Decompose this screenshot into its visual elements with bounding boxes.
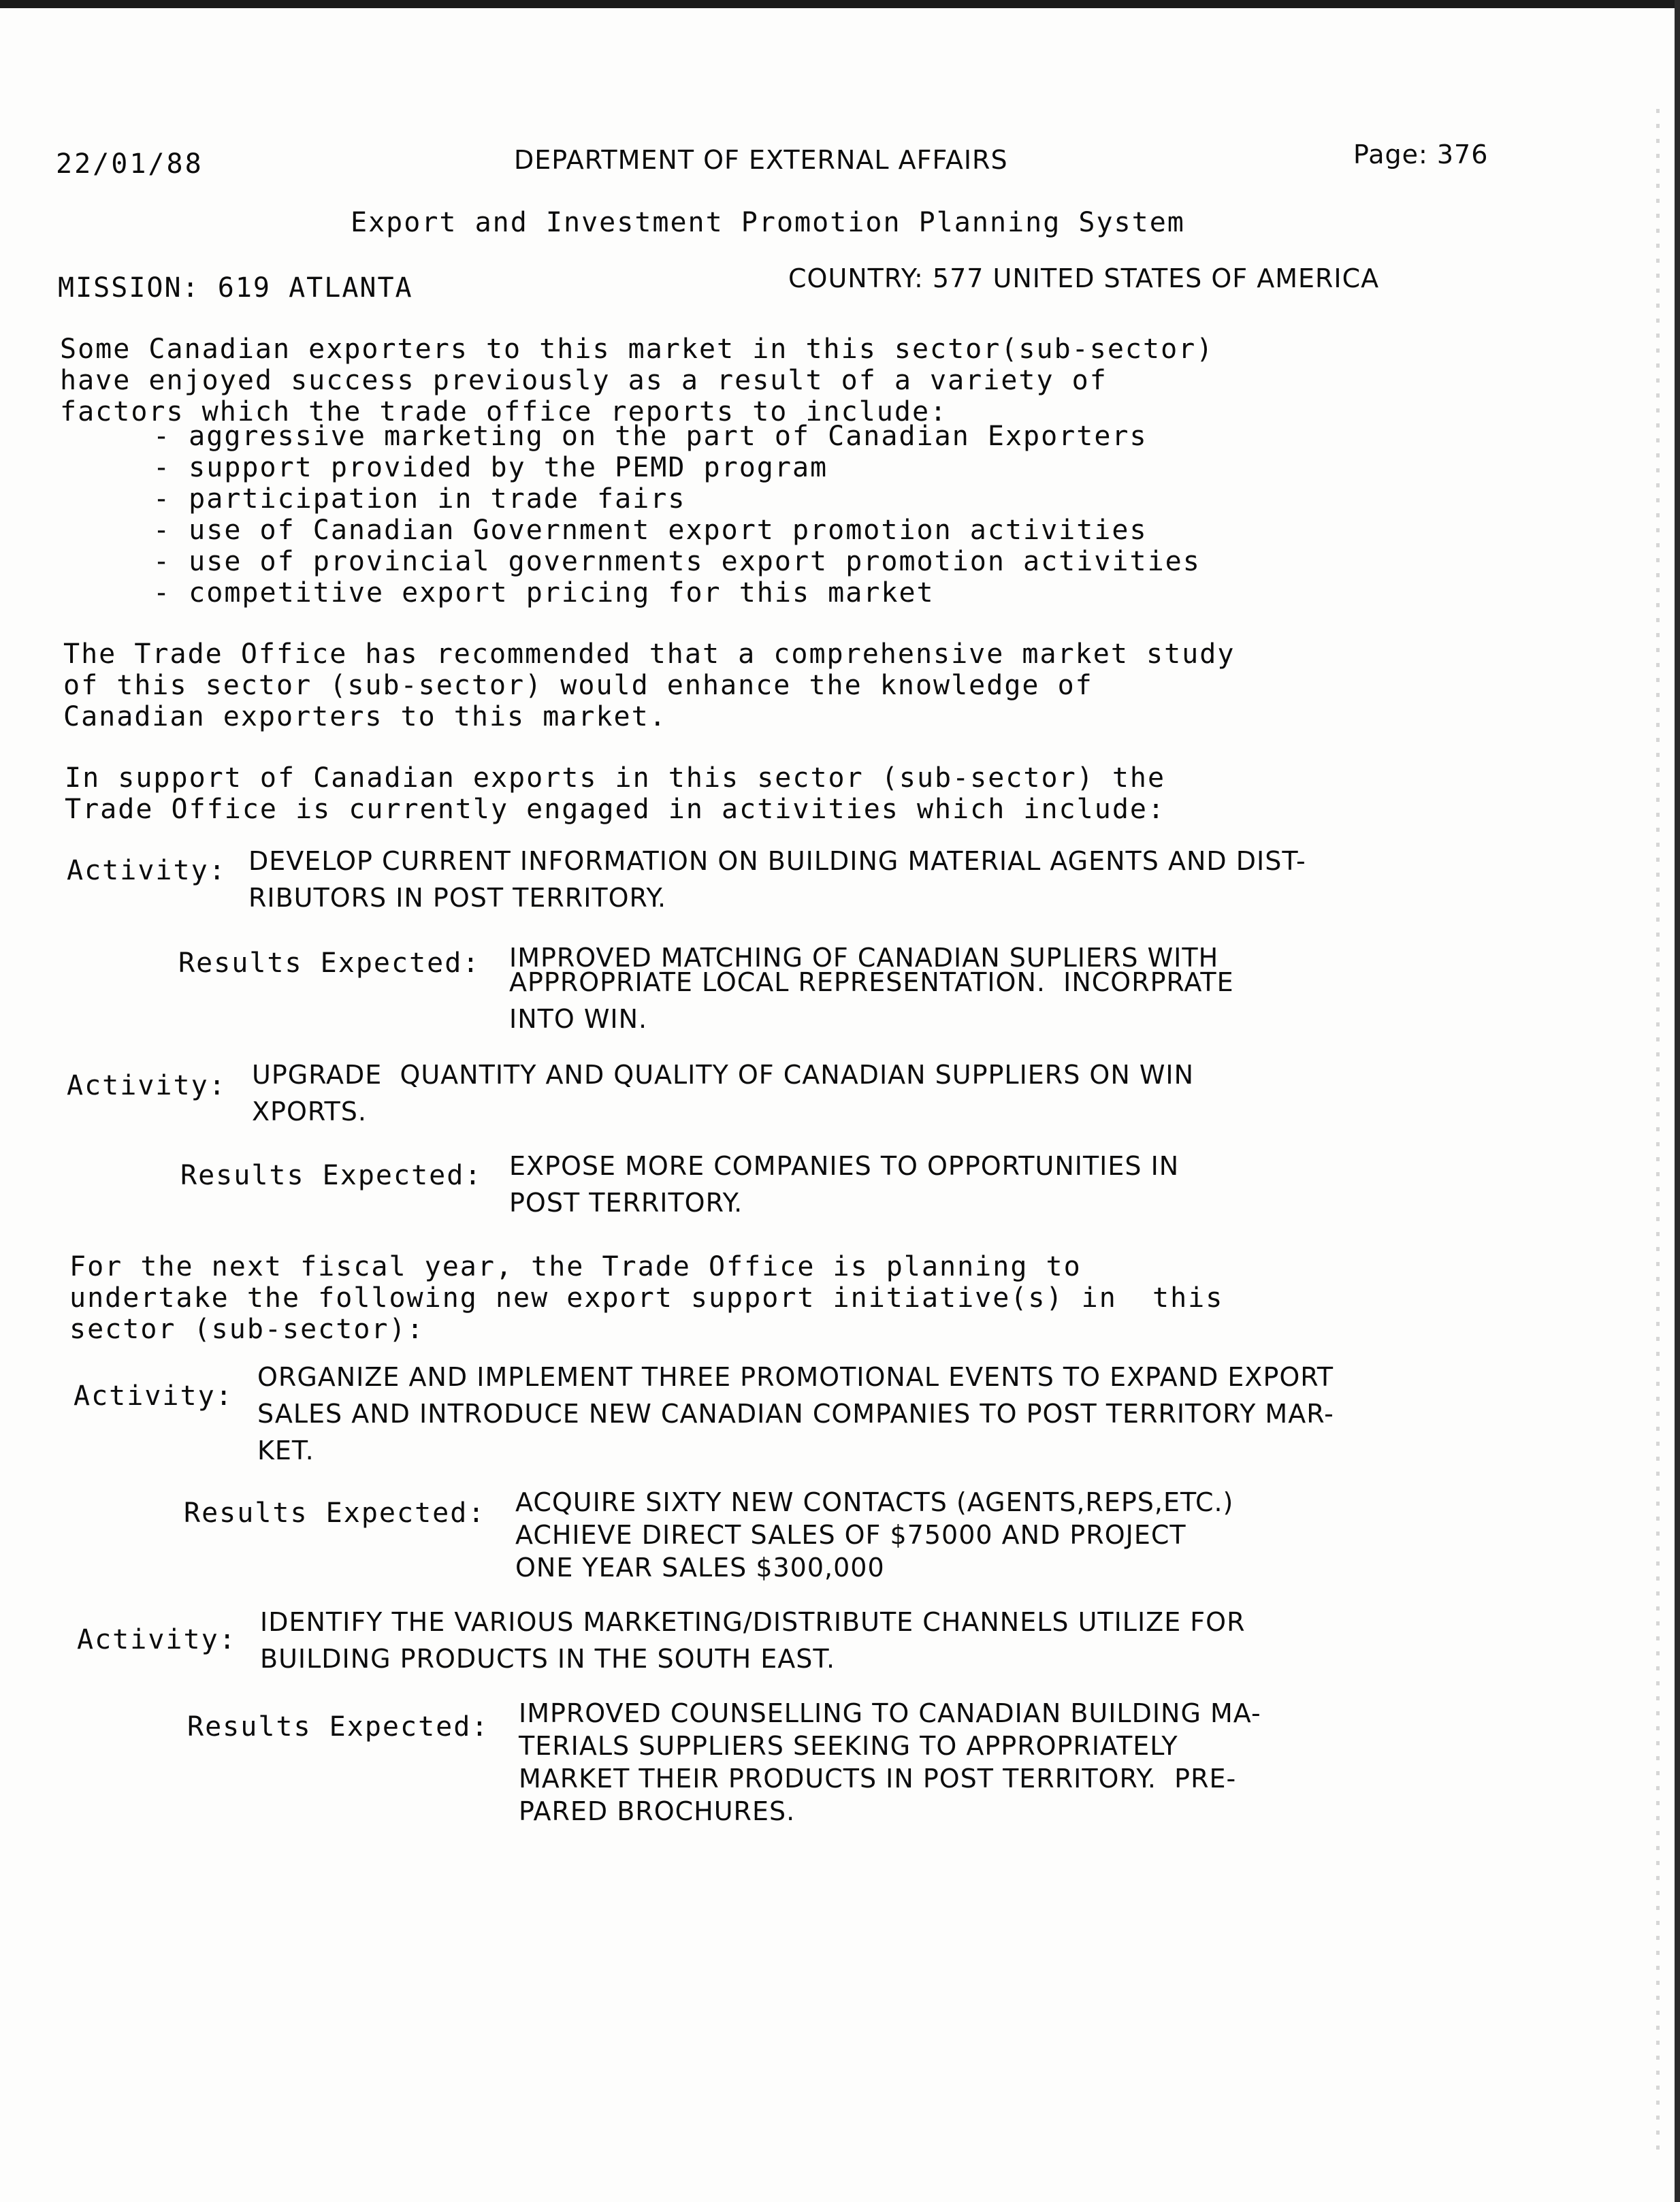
results-text: EXPOSE MORE COMPANIES TO OPPORTUNITIES IN [509,1151,1180,1181]
intro-line: have enjoyed success previously as a result of a variety of [60,365,1108,396]
success-factor-item: - use of Canadian Government export promotion activities [153,515,1148,546]
results-text: TERIALS SUPPLIERS SEEKING TO APPROPRIATELY [519,1731,1178,1761]
success-factor-item: - aggressive marketing on the part of Canadian Exporters [153,421,1148,452]
current-intro-line: Trade Office is currently engaged in activities which include: [65,794,1166,825]
results-text: ACQUIRE SIXTY NEW CONTACTS (AGENTS,REPS,ETC.) [515,1487,1234,1517]
mission-label: MISSION: 619 ATLANTA [58,272,413,304]
results-text: MARKET THEIR PRODUCTS IN POST TERRITORY. PRE- [519,1764,1237,1794]
results-text: POST TERRITORY. [509,1188,743,1218]
results-label: Results Expected: [184,1497,486,1529]
results-text: ONE YEAR SALES $300,000 [515,1553,885,1583]
results-text: IMPROVED MATCHING OF CANADIAN SUPLIERS WITH [509,943,1219,973]
activity-label: Activity: [67,1070,227,1101]
department-title: DEPARTMENT OF EXTERNAL AFFAIRS [514,145,1008,175]
report-date: 22/01/88 [56,148,204,180]
results-text: PARED BROCHURES. [519,1796,796,1826]
results-label: Results Expected: [187,1711,489,1743]
scan-top-edge [0,0,1680,8]
activity-text: KET. [257,1436,314,1466]
results-label: Results Expected: [180,1160,483,1191]
intro-line: factors which the trade office reports to include: [60,396,948,427]
country-label: COUNTRY: 577 UNITED STATES OF AMERICA [788,263,1380,293]
recommendation-line: of this sector (sub-sector) would enhance the knowledge of [63,670,1093,701]
scan-artifact-strip [1656,109,1660,2151]
next-year-intro-line: sector (sub-sector): [69,1314,425,1345]
system-title: Export and Investment Promotion Planning System [351,207,1185,238]
scan-right-edge [1675,0,1680,2202]
success-factor-item: - competitive export pricing for this market [153,577,935,609]
success-factor-item: - use of provincial governments export promotion activities [153,546,1201,577]
activity-text: ORGANIZE AND IMPLEMENT THREE PROMOTIONAL EVENTS TO EXPAND EXPORT [257,1362,1334,1392]
activity-text: UPGRADE QUANTITY AND QUALITY OF CANADIAN SUPPLIERS ON WIN [252,1060,1195,1090]
activity-label: Activity: [77,1624,237,1655]
activity-label: Activity: [74,1380,233,1412]
recommendation-line: The Trade Office has recommended that a comprehensive market study [63,638,1235,670]
results-label: Results Expected: [178,948,481,979]
activity-text: BUILDING PRODUCTS IN THE SOUTH EAST. [260,1644,836,1674]
next-year-intro-line: For the next fiscal year, the Trade Office is planning to [69,1251,1082,1282]
success-factor-item: - participation in trade fairs [153,483,686,515]
results-text: INTO WIN. [509,1004,648,1034]
activity-label: Activity: [67,855,227,886]
page-number: Page: 376 [1353,140,1489,169]
activity-text: SALES AND INTRODUCE NEW CANADIAN COMPANIES TO POST TERRITORY MAR- [257,1399,1334,1429]
current-intro-line: In support of Canadian exports in this sector (sub-sector) the [65,762,1166,794]
activity-text: IDENTIFY THE VARIOUS MARKETING/DISTRIBUTE CHANNELS UTILIZE FOR [260,1607,1246,1637]
intro-line: Some Canadian exporters to this market in this sector(sub-sector) [60,334,1214,365]
success-factor-item: - support provided by the PEMD program [153,452,828,483]
next-year-intro-line: undertake the following new export support initiative(s) in this [69,1282,1224,1314]
results-text: APPROPRIATE LOCAL REPRESENTATION. INCORPRATE [509,967,1234,997]
activity-text: XPORTS. [252,1097,367,1127]
results-text: ACHIEVE DIRECT SALES OF $75000 AND PROJECT [515,1520,1186,1550]
recommendation-line: Canadian exporters to this market. [63,701,667,732]
activity-text: RIBUTORS IN POST TERRITORY. [248,883,667,913]
results-text: IMPROVED COUNSELLING TO CANADIAN BUILDING MA- [519,1698,1261,1728]
activity-text: DEVELOP CURRENT INFORMATION ON BUILDING MATERIAL AGENTS AND DIST- [248,846,1306,876]
